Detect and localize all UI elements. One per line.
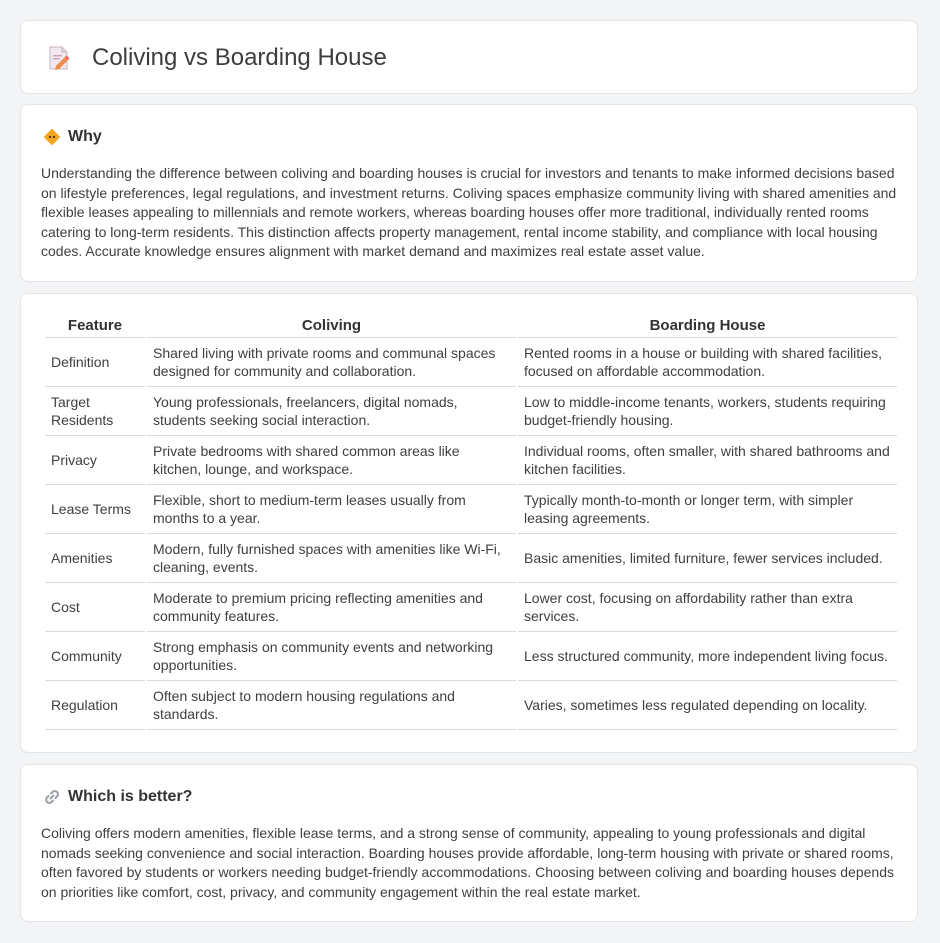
coliving-cell: Flexible, short to medium-term leases usually from months to a year. (147, 485, 516, 534)
header-boarding-house: Boarding House (518, 314, 897, 338)
feature-cell: Regulation (45, 681, 145, 730)
table-row (45, 387, 897, 436)
header-feature: Feature (45, 314, 145, 338)
why-section (20, 104, 918, 282)
table-row (45, 534, 897, 583)
page-title: Coliving vs Boarding House (92, 44, 387, 71)
boarding-house-cell: Basic amenities, limited furniture, fewer services included. (518, 534, 897, 583)
coliving-cell: Young professionals, freelancers, digital nomads, students seeking social interaction. (147, 387, 516, 436)
boarding-house-cell: Rented rooms in a house or building with shared facilities, focused on affordable accommodation. (518, 338, 897, 387)
why-title: Why (68, 128, 102, 145)
boarding-house-cell: Lower cost, focusing on affordability rather than extra services. (518, 583, 897, 632)
feature-cell: Amenities (45, 534, 145, 583)
feature-cell: Privacy (45, 436, 145, 485)
which-is-better-title: Which is better? (68, 788, 193, 805)
boarding-house-cell: Typically month-to-month or longer term, with simpler leasing agreements. (518, 485, 897, 534)
comparison-table (43, 314, 899, 730)
table-row (45, 485, 897, 534)
table-row (45, 338, 897, 387)
feature-cell: Target Residents (45, 387, 145, 436)
table-row (45, 583, 897, 632)
table-row (45, 632, 897, 681)
table-header-row (45, 314, 897, 338)
boarding-house-cell: Less structured community, more independent living focus. (518, 632, 897, 681)
coliving-cell: Often subject to modern housing regulations and standards. (147, 681, 516, 730)
diamond-sign-icon (43, 128, 61, 146)
boarding-house-cell: Varies, sometimes less regulated depending on locality. (518, 681, 897, 730)
coliving-cell: Modern, fully furnished spaces with amenities like Wi-Fi, cleaning, events. (147, 534, 516, 583)
coliving-cell: Private bedrooms with shared common areas like kitchen, lounge, and workspace. (147, 436, 516, 485)
document-pencil-icon (47, 45, 71, 71)
header-coliving: Coliving (147, 314, 516, 338)
which-is-better-body: Coliving offers modern amenities, flexible lease terms, and a strong sense of community, appealing to young professionals and digital nomads seeking convenience and social interaction. Boarding houses provide affordable, long-term housing with private or shared rooms, often favored by students or workers needing budget-friendly accommodations. Choosing between coliving and boarding houses depends on priorities like comfort, cost, privacy, and community engagement within the real estate market. (41, 825, 894, 900)
boarding-house-cell: Low to middle-income tenants, workers, students requiring budget-friendly housing. (518, 387, 897, 436)
feature-cell: Community (45, 632, 145, 681)
feature-cell: Definition (45, 338, 145, 387)
coliving-cell: Shared living with private rooms and communal spaces designed for community and collaboration. (147, 338, 516, 387)
comparison-table-card (20, 293, 918, 753)
feature-cell: Cost (45, 583, 145, 632)
coliving-cell: Moderate to premium pricing reflecting amenities and community features. (147, 583, 516, 632)
feature-cell: Lease Terms (45, 485, 145, 534)
why-body: Understanding the difference between coliving and boarding houses is crucial for investors and tenants to make informed decisions based on lifestyle preferences, legal regulations, and investment returns. Coliving spaces emphasize community living with shared amenities and flexible leases appealing to millennials and remote workers, whereas boarding houses offer more traditional, individually rented rooms catering to long-term residents. This distinction affects property management, rental income stability, and compliance with local housing codes. Accurate knowledge ensures alignment with market demand and maximizes real estate asset value. (41, 165, 897, 259)
boarding-house-cell: Individual rooms, often smaller, with shared bathrooms and kitchen facilities. (518, 436, 897, 485)
header-card (20, 20, 918, 94)
coliving-cell: Strong emphasis on community events and networking opportunities. (147, 632, 516, 681)
which-is-better-section (20, 764, 918, 922)
table-row (45, 681, 897, 730)
link-icon (43, 788, 61, 806)
table-row (45, 436, 897, 485)
